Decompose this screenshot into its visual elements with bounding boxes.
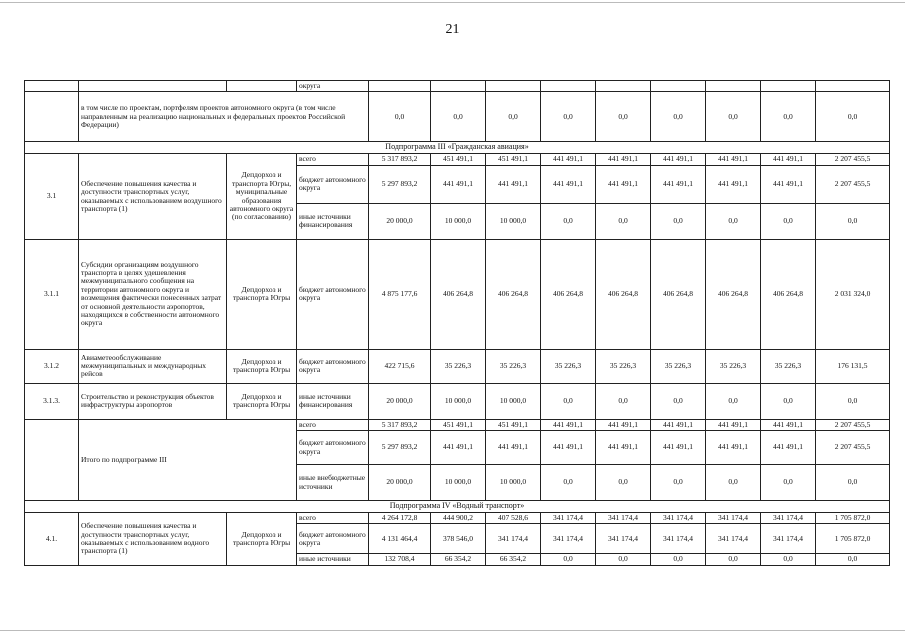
value-cell: 341 174,4 xyxy=(706,513,761,524)
value-cell: 0,0 xyxy=(596,92,651,142)
subprogram-heading: Подпрограмма IV «Водный транспорт» xyxy=(25,501,890,513)
value-cell: 2 207 455,5 xyxy=(816,165,890,203)
value-cell: 0,0 xyxy=(651,554,706,565)
value-cell: 441 491,1 xyxy=(706,165,761,203)
source-cell: иные источники xyxy=(297,554,369,565)
value-cell: 441 491,1 xyxy=(706,419,761,430)
value-cell: 35 226,3 xyxy=(706,349,761,383)
value-cell: 407 528,6 xyxy=(486,513,541,524)
item-code: 3.1.2 xyxy=(25,349,79,383)
value-cell: 441 491,1 xyxy=(486,165,541,203)
value-cell: 441 491,1 xyxy=(596,154,651,165)
value-cell: 0,0 xyxy=(541,92,596,142)
item-code: 3.1.1 xyxy=(25,239,79,349)
value-cell: 341 174,4 xyxy=(486,524,541,554)
value-cell: 341 174,4 xyxy=(596,513,651,524)
value-cell: 35 226,3 xyxy=(486,349,541,383)
value-cell: 0,0 xyxy=(431,92,486,142)
value-cell: 441 491,1 xyxy=(761,154,816,165)
value-cell: 0,0 xyxy=(706,465,761,501)
value-cell: 176 131,5 xyxy=(816,349,890,383)
item-executor: Депдорхоз и транспорта Югры xyxy=(227,383,297,419)
item-description: Строительство и реконструкция объектов инфраструктуры аэропортов xyxy=(79,383,227,419)
value-cell: 441 491,1 xyxy=(651,154,706,165)
value-cell: 10 000,0 xyxy=(431,465,486,501)
value-cell: 0,0 xyxy=(541,554,596,565)
value-cell: 10 000,0 xyxy=(431,383,486,419)
item-description: Обеспечение повышения качества и доступности транспортных услуг, оказываемых с использованием воздушного транспорта (1) xyxy=(79,154,227,239)
value-cell: 5 297 893,2 xyxy=(369,165,431,203)
value-cell: 35 226,3 xyxy=(596,349,651,383)
value-cell: 0,0 xyxy=(651,203,706,239)
value-cell: 2 207 455,5 xyxy=(816,154,890,165)
value-cell: 341 174,4 xyxy=(761,513,816,524)
source-cell: бюджет автономного округа xyxy=(297,431,369,465)
table-row xyxy=(25,349,890,383)
value-cell: 35 226,3 xyxy=(431,349,486,383)
value-cell: 341 174,4 xyxy=(651,513,706,524)
value-cell: 0,0 xyxy=(816,554,890,565)
source-cell: всего xyxy=(297,154,369,165)
item-executor: Депдорхоз и транспорта Югры xyxy=(227,349,297,383)
value-cell: 406 264,8 xyxy=(651,239,706,349)
source-cell: всего xyxy=(297,419,369,430)
value-cell: 0,0 xyxy=(706,92,761,142)
value-cell: 0,0 xyxy=(369,92,431,142)
value-cell: 451 491,1 xyxy=(431,154,486,165)
value-cell: 441 491,1 xyxy=(651,419,706,430)
value-cell: 441 491,1 xyxy=(761,165,816,203)
subprogram-heading: Подпрограмма III «Гражданская авиация» xyxy=(25,142,890,154)
value-cell: 441 491,1 xyxy=(431,165,486,203)
value-cell: 0,0 xyxy=(486,92,541,142)
item-code: 3.1 xyxy=(25,154,79,239)
value-cell: 441 491,1 xyxy=(541,431,596,465)
budget-table-body xyxy=(25,81,890,566)
value-cell: 0,0 xyxy=(761,92,816,142)
table-row xyxy=(25,513,890,524)
scan-bottom-edge xyxy=(0,630,905,631)
value-cell: 406 264,8 xyxy=(431,239,486,349)
source-cell: округа xyxy=(297,81,369,92)
table-row xyxy=(25,239,890,349)
value-cell: 406 264,8 xyxy=(706,239,761,349)
value-cell: 35 226,3 xyxy=(651,349,706,383)
item-description: Авиаметеообслуживание межмуниципальных и международных рейсов xyxy=(79,349,227,383)
value-cell: 0,0 xyxy=(596,203,651,239)
value-cell: 406 264,8 xyxy=(761,239,816,349)
value-cell: 10 000,0 xyxy=(486,465,541,501)
value-cell: 0,0 xyxy=(761,203,816,239)
value-cell: 0,0 xyxy=(541,383,596,419)
value-cell: 406 264,8 xyxy=(541,239,596,349)
value-cell: 441 491,1 xyxy=(651,431,706,465)
value-cell: 132 708,4 xyxy=(369,554,431,565)
value-cell: 441 491,1 xyxy=(706,431,761,465)
source-cell: бюджет автономного округа xyxy=(297,165,369,203)
description-cell: в том числе по проектам, портфелям проектов автономного округа (в том числе направленным на реализацию национальных и федеральных проектов Российской Федерации) xyxy=(79,92,369,142)
value-cell: 0,0 xyxy=(706,383,761,419)
value-cell: 451 491,1 xyxy=(486,154,541,165)
value-cell: 10 000,0 xyxy=(486,383,541,419)
value-cell: 341 174,4 xyxy=(761,524,816,554)
subprogram-heading-row xyxy=(25,501,890,513)
table-row xyxy=(25,154,890,165)
value-cell: 0,0 xyxy=(816,465,890,501)
item-description: Субсидии организациям воздушного транспорта в целях удешевления межмуниципального сообщения на территории автономного округа и возмещения фактически понесенных затрат от основной деятельности аэропортов, находящихся в собственности автономного округа xyxy=(79,239,227,349)
value-cell: 0,0 xyxy=(816,203,890,239)
value-cell: 422 715,6 xyxy=(369,349,431,383)
value-cell: 441 491,1 xyxy=(596,419,651,430)
total-row xyxy=(25,419,890,430)
value-cell: 66 354,2 xyxy=(431,554,486,565)
page-number: 21 xyxy=(445,22,460,37)
value-cell: 441 491,1 xyxy=(431,431,486,465)
source-cell: иные источники финансирования xyxy=(297,203,369,239)
item-code: 3.1.3. xyxy=(25,383,79,419)
value-cell: 0,0 xyxy=(596,465,651,501)
value-cell: 0,0 xyxy=(761,383,816,419)
value-cell: 0,0 xyxy=(596,554,651,565)
value-cell: 441 491,1 xyxy=(541,419,596,430)
item-description: Обеспечение повышения качества и доступности транспортных услуг, оказываемых с использованием водного транспорта (1) xyxy=(79,513,227,566)
value-cell: 378 546,0 xyxy=(431,524,486,554)
value-cell: 1 705 872,0 xyxy=(816,524,890,554)
total-label: Итого по подпрограмме III xyxy=(79,419,297,500)
value-cell: 4 131 464,4 xyxy=(369,524,431,554)
value-cell: 4 264 172,8 xyxy=(369,513,431,524)
value-cell: 20 000,0 xyxy=(369,383,431,419)
source-cell: бюджет автономного округа xyxy=(297,349,369,383)
value-cell: 35 226,3 xyxy=(541,349,596,383)
value-cell: 441 491,1 xyxy=(541,165,596,203)
value-cell: 0,0 xyxy=(761,554,816,565)
value-cell: 451 491,1 xyxy=(431,419,486,430)
subprogram-heading-row xyxy=(25,142,890,154)
value-cell: 441 491,1 xyxy=(651,165,706,203)
table-row xyxy=(25,383,890,419)
source-cell: бюджет автономного округа xyxy=(297,239,369,349)
source-cell: всего xyxy=(297,513,369,524)
value-cell: 5 297 893,2 xyxy=(369,431,431,465)
value-cell: 441 491,1 xyxy=(541,154,596,165)
value-cell: 0,0 xyxy=(761,465,816,501)
value-cell: 341 174,4 xyxy=(706,524,761,554)
scan-top-edge xyxy=(0,2,905,3)
value-cell: 2 207 455,5 xyxy=(816,431,890,465)
value-cell: 20 000,0 xyxy=(369,203,431,239)
value-cell: 0,0 xyxy=(541,465,596,501)
value-cell: 1 705 872,0 xyxy=(816,513,890,524)
value-cell: 0,0 xyxy=(651,465,706,501)
total-code-cell xyxy=(25,419,79,500)
value-cell: 441 491,1 xyxy=(706,154,761,165)
budget-table xyxy=(24,80,890,566)
value-cell: 341 174,4 xyxy=(541,513,596,524)
value-cell: 441 491,1 xyxy=(761,419,816,430)
value-cell: 0,0 xyxy=(706,203,761,239)
value-cell: 66 354,2 xyxy=(486,554,541,565)
value-cell: 10 000,0 xyxy=(486,203,541,239)
value-cell: 341 174,4 xyxy=(596,524,651,554)
value-cell: 0,0 xyxy=(596,383,651,419)
source-cell: иные внебюджетные источники xyxy=(297,465,369,501)
value-cell: 406 264,8 xyxy=(596,239,651,349)
value-cell: 20 000,0 xyxy=(369,465,431,501)
table-row xyxy=(25,92,890,142)
value-cell: 441 491,1 xyxy=(596,165,651,203)
value-cell: 5 317 893,2 xyxy=(369,419,431,430)
value-cell: 0,0 xyxy=(541,203,596,239)
source-cell: иные источники финансирования xyxy=(297,383,369,419)
value-cell: 2 207 455,5 xyxy=(816,419,890,430)
item-code: 4.1. xyxy=(25,513,79,566)
value-cell: 451 491,1 xyxy=(486,419,541,430)
value-cell: 444 900,2 xyxy=(431,513,486,524)
value-cell: 0,0 xyxy=(816,92,890,142)
item-executor: Депдорхоз и транспорта Югры xyxy=(227,513,297,566)
value-cell: 441 491,1 xyxy=(486,431,541,465)
item-executor: Депдорхоз и транспорта Югры, муниципальные образования автономного округа (по согласованию) xyxy=(227,154,297,239)
value-cell: 441 491,1 xyxy=(761,431,816,465)
value-cell: 0,0 xyxy=(706,554,761,565)
source-cell: бюджет автономного округа xyxy=(297,524,369,554)
value-cell: 341 174,4 xyxy=(651,524,706,554)
value-cell: 35 226,3 xyxy=(761,349,816,383)
value-cell: 0,0 xyxy=(816,383,890,419)
value-cell: 10 000,0 xyxy=(431,203,486,239)
table-row xyxy=(25,81,890,92)
value-cell: 0,0 xyxy=(651,92,706,142)
value-cell: 4 875 177,6 xyxy=(369,239,431,349)
value-cell: 406 264,8 xyxy=(486,239,541,349)
item-executor: Депдорхоз и транспорта Югры xyxy=(227,239,297,349)
value-cell: 5 317 893,2 xyxy=(369,154,431,165)
value-cell: 341 174,4 xyxy=(541,524,596,554)
value-cell: 2 031 324,0 xyxy=(816,239,890,349)
value-cell: 0,0 xyxy=(651,383,706,419)
value-cell: 441 491,1 xyxy=(596,431,651,465)
